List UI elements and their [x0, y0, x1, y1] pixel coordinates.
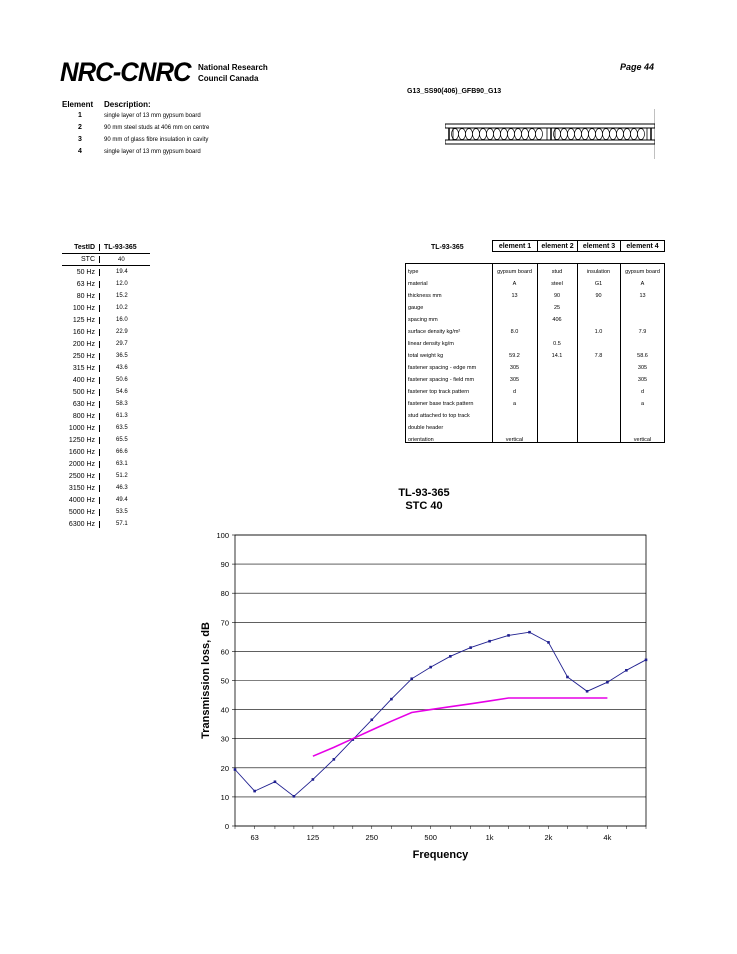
transmission-loss-value: 16.0 [116, 317, 128, 323]
property-value: vertical [505, 437, 524, 443]
y-tick-label: 30 [220, 734, 229, 744]
x-tick-label: 500 [424, 833, 437, 842]
transmission-loss-value: 12.0 [116, 281, 128, 287]
transmission-loss-value: 61.3 [116, 413, 128, 419]
specimen-code: G13_SS90(406)_GFB90_G13 [407, 88, 502, 95]
y-tick-label: 80 [220, 589, 229, 599]
element-column-header: Element [62, 100, 94, 109]
chart-title [340, 487, 508, 513]
element-2-header: element 2 [537, 240, 578, 252]
test-id-value: TL-93-365 [104, 244, 137, 251]
frequency-label: 3150 Hz [62, 485, 100, 492]
frequency-label: 63 Hz [62, 281, 100, 288]
transmission-loss-value: 51.2 [116, 473, 128, 479]
y-tick-label: 40 [220, 705, 229, 715]
x-axis-label: Frequency [412, 849, 469, 861]
transmission-loss-value: 53.5 [116, 509, 128, 515]
data-point [606, 681, 609, 684]
property-value: 0.5 [553, 341, 561, 347]
property-label: surface density kg/m² [408, 329, 461, 335]
property-value: 25 [553, 305, 561, 311]
description-column-header: Description: [104, 100, 151, 109]
property-label: material [408, 281, 428, 287]
transmission-loss-chart [190, 525, 660, 870]
stc-frequency-row [62, 398, 150, 410]
property-value: 13 [639, 293, 646, 299]
transmission-loss-value: 58.3 [116, 401, 128, 407]
frequency-label: 250 Hz [62, 353, 100, 360]
stc-frequency-rows [62, 266, 150, 530]
property-value: d [640, 389, 645, 395]
property-value: a [512, 401, 517, 407]
stc-frequency-row [62, 326, 150, 338]
property-value: 7.8 [594, 353, 603, 359]
property-label: fastener top track pattern [408, 389, 470, 395]
y-tick-label: 70 [220, 618, 229, 628]
property-value: 305 [509, 365, 520, 371]
stc-frequency-row [62, 362, 150, 374]
stc-table-header [62, 242, 150, 254]
transmission-loss-value: 46.3 [116, 485, 128, 491]
y-tick-label: 0 [224, 822, 229, 831]
property-value: 14.1 [551, 353, 563, 359]
data-point [312, 778, 315, 781]
element-description: single layer of 13 mm gypsum board [104, 113, 201, 119]
stc-frequency-row [62, 422, 150, 434]
property-label: fastener spacing - field mm [408, 377, 475, 383]
data-point [586, 690, 589, 693]
frequency-label: 6300 Hz [62, 521, 100, 528]
x-tick-label: 1k [485, 833, 494, 842]
stc-frequency-row [62, 290, 150, 302]
property-row [405, 350, 665, 362]
transmission-loss-value: 49.4 [116, 497, 128, 503]
org-line-2: Council Canada [198, 74, 259, 83]
stc-frequency-row [62, 350, 150, 362]
y-tick-label: 10 [220, 792, 229, 802]
stc-value: 40 [118, 256, 125, 263]
property-value: 406 [552, 317, 562, 323]
data-point [429, 666, 432, 669]
element-number: 4 [78, 148, 82, 155]
frequency-label: 1600 Hz [62, 449, 100, 456]
stc-frequency-row [62, 482, 150, 494]
property-row [405, 422, 665, 434]
data-point [333, 758, 336, 761]
stc-frequency-row [62, 302, 150, 314]
stc-label: STC [62, 256, 100, 263]
frequency-label: 5000 Hz [62, 509, 100, 516]
frequency-label: 2500 Hz [62, 473, 100, 480]
y-tick-label: 90 [220, 560, 229, 570]
property-label: spacing mm [408, 317, 438, 323]
property-label: thickness mm [408, 293, 442, 299]
x-tick-label: 250 [365, 833, 379, 842]
property-value: 305 [509, 377, 520, 383]
property-row [405, 266, 665, 278]
frequency-label: 630 Hz [62, 401, 100, 408]
data-point [469, 646, 472, 649]
property-row [405, 326, 665, 338]
stc-frequency-row [62, 278, 150, 290]
test-id-label: TestID [62, 244, 100, 251]
data-point [253, 790, 256, 793]
property-label: stud attached to top track [408, 413, 470, 419]
property-row [405, 374, 665, 386]
y-tick-label: 100 [216, 531, 229, 540]
stc-frequency-row [62, 458, 150, 470]
frequency-label: 125 Hz [62, 317, 100, 324]
nrc-logo: NRC-CNRC [60, 57, 191, 87]
property-row [405, 278, 665, 290]
frequency-label: 160 Hz [62, 329, 100, 336]
stc-table [62, 242, 150, 530]
data-point [390, 698, 393, 701]
element-number: 2 [78, 124, 82, 131]
frequency-label: 4000 Hz [62, 497, 100, 504]
property-row [405, 290, 665, 302]
transmission-loss-value: 57.1 [116, 521, 128, 527]
data-point [234, 768, 237, 771]
y-tick-label: 20 [220, 763, 229, 773]
x-tick-label: 125 [306, 833, 320, 842]
x-tick-label: 63 [250, 833, 259, 842]
page-number: Page 44 [620, 62, 655, 72]
stc-frequency-row [62, 434, 150, 446]
transmission-loss-value: 15.2 [116, 293, 128, 299]
property-value: 90 [553, 293, 561, 299]
chart-title-line-2: STC 40 [405, 500, 443, 512]
x-tick-label: 4k [603, 833, 612, 842]
transmission-loss-value: 43.6 [116, 365, 128, 371]
property-value: 90 [595, 293, 602, 299]
y-axis-label: Transmission loss, dB [200, 622, 212, 739]
y-tick-label: 50 [220, 676, 229, 686]
data-point [566, 676, 569, 679]
element-4-header: element 4 [620, 240, 665, 252]
property-label: fastener base track pattern [408, 401, 474, 407]
property-row [405, 362, 665, 374]
property-row [405, 314, 665, 326]
element-description: 90 mm steel studs at 406 mm on centre [104, 125, 210, 131]
data-point [370, 718, 373, 721]
property-value: 305 [637, 365, 648, 371]
property-value: 8.0 [510, 329, 519, 335]
property-value: 58.6 [637, 353, 648, 359]
transmission-loss-value: 22.9 [116, 329, 128, 335]
property-row [405, 410, 665, 422]
property-value: gypsum board [625, 269, 660, 275]
frequency-label: 50 Hz [62, 269, 100, 276]
property-value: G1 [594, 281, 603, 287]
property-label: total weight kg [408, 353, 444, 359]
frequency-label: 315 Hz [62, 365, 100, 372]
data-point [528, 631, 531, 634]
stc-frequency-row [62, 470, 150, 482]
frequency-label: 80 Hz [62, 293, 100, 300]
data-point [449, 655, 452, 658]
stc-frequency-row [62, 410, 150, 422]
property-value: A [640, 281, 645, 287]
property-value: 59.2 [509, 353, 520, 359]
transmission-loss-value: 36.5 [116, 353, 128, 359]
wall-section-diagram [445, 109, 655, 159]
frequency-label: 500 Hz [62, 389, 100, 396]
stc-frequency-row [62, 494, 150, 506]
stc-frequency-row [62, 266, 150, 278]
property-value: steel [551, 281, 563, 287]
property-row [405, 338, 665, 350]
transmission-loss-value: 10.2 [116, 305, 128, 311]
property-value: 13 [511, 293, 518, 299]
property-label: type [408, 269, 419, 275]
chart-title-line-1: TL-93-365 [398, 487, 450, 499]
property-value: vertical [633, 437, 652, 443]
element-description: single layer of 13 mm gypsum board [104, 149, 201, 155]
frequency-label: 400 Hz [62, 377, 100, 384]
transmission-loss-value: 19.4 [116, 269, 128, 275]
transmission-loss-value: 63.1 [116, 461, 128, 467]
data-point [274, 780, 277, 783]
stc-frequency-row [62, 506, 150, 518]
transmission-loss-value: 63.5 [116, 425, 128, 431]
frequency-label: 1000 Hz [62, 425, 100, 432]
element-number: 1 [78, 112, 82, 119]
transmission-loss-value: 66.6 [116, 449, 128, 455]
stc-frequency-row [62, 386, 150, 398]
stc-frequency-row [62, 446, 150, 458]
property-value: insulation [586, 269, 611, 275]
property-value: 305 [637, 377, 648, 383]
element-description: 90 mm of glass fibre insulation in cavity [104, 137, 209, 143]
property-value: gypsum board [497, 269, 532, 275]
data-point [547, 641, 550, 644]
property-row [405, 434, 665, 446]
y-tick-label: 60 [220, 647, 229, 657]
frequency-label: 800 Hz [62, 413, 100, 420]
property-value: a [640, 401, 645, 407]
data-point [293, 795, 296, 798]
x-tick-label: 2k [544, 833, 553, 842]
property-label: linear density kg/m [408, 341, 454, 347]
property-value: 1.0 [594, 329, 603, 335]
stc-frequency-row [62, 518, 150, 530]
property-label: gauge [408, 305, 424, 311]
property-label: orientation [408, 437, 434, 443]
property-row [405, 398, 665, 410]
element-table-title: TL-93-365 [431, 244, 464, 251]
property-value: stud [551, 269, 563, 275]
transmission-loss-value: 29.7 [116, 341, 128, 347]
property-value: 7.9 [638, 329, 647, 335]
data-point [507, 634, 510, 637]
element-1-header: element 1 [492, 240, 538, 252]
transmission-loss-value: 54.6 [116, 389, 128, 395]
frequency-label: 200 Hz [62, 341, 100, 348]
frequency-label: 1250 Hz [62, 437, 100, 444]
property-row [405, 302, 665, 314]
property-label: fastener spacing - edge mm [408, 365, 477, 371]
data-point [625, 669, 628, 672]
data-point [410, 677, 413, 680]
frequency-label: 100 Hz [62, 305, 100, 312]
property-row [405, 386, 665, 398]
element-3-header: element 3 [577, 240, 621, 252]
stc-row [62, 254, 150, 266]
frequency-label: 2000 Hz [62, 461, 100, 468]
element-number: 3 [78, 136, 82, 143]
property-label: double header [408, 425, 444, 431]
stc-frequency-row [62, 314, 150, 326]
transmission-loss-value: 50.6 [116, 377, 128, 383]
property-value: d [512, 389, 517, 395]
data-point [488, 640, 491, 643]
stc-frequency-row [62, 374, 150, 386]
data-point [645, 659, 648, 662]
property-value: A [512, 281, 517, 287]
organization-name [198, 62, 268, 84]
stc-frequency-row [62, 338, 150, 350]
transmission-loss-value: 65.5 [116, 437, 128, 443]
org-line-1: National Research [198, 63, 268, 72]
